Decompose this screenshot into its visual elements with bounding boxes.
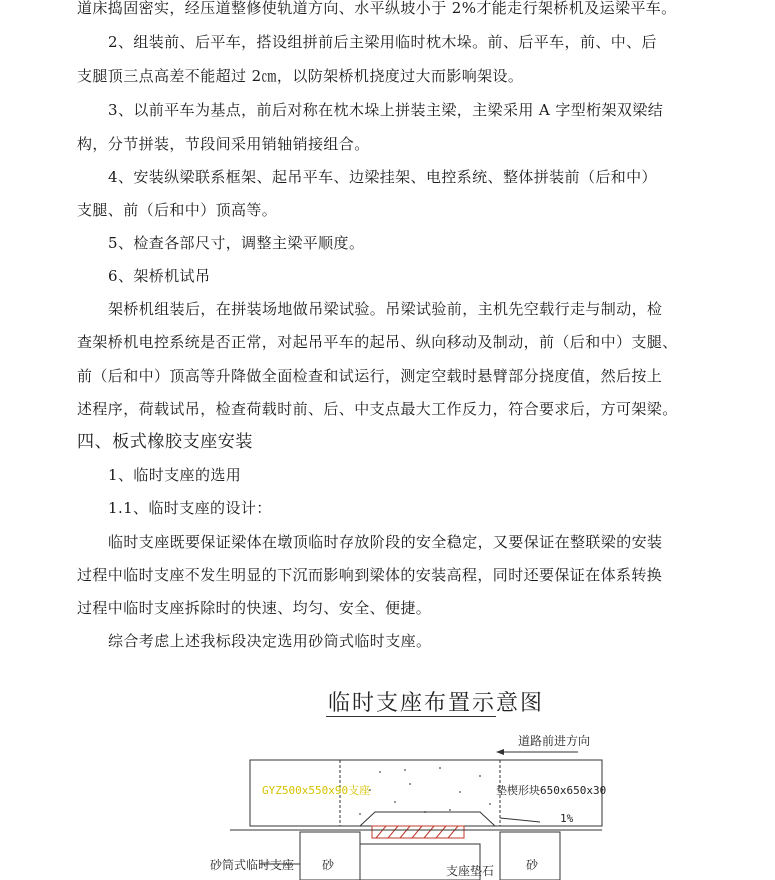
bearing-label: GYZ500x550x90支座 [262, 784, 371, 797]
paragraph-line: 2、组装前、后平车，搭设组拼前后主梁用临时枕木垛。前、后平车，前、中、后 [108, 33, 657, 51]
figure-title: 临时支座布置示意图 [328, 691, 545, 716]
wedge-label: 垫楔形块650x650x30 [496, 784, 607, 797]
paragraph-line: 支腿、前（后和中）顶高等。 [77, 201, 278, 219]
paragraph-line: 综合考虑上述我标段决定选用砂筒式临时支座。 [108, 632, 432, 650]
paragraph-line: 架桥机组装后，在拼装场地做吊梁试验。吊梁试验前，主机先空载行走与制动，检 [108, 300, 663, 318]
paragraph-line: 支腿顶三点高差不能超过 2㎝，以防架桥机挠度过大而影响架设。 [77, 67, 524, 85]
paragraph-line: 1、临时支座的选用 [108, 466, 242, 484]
slope-label: 1% [560, 812, 574, 825]
temp-support-label: 砂筒式临时支座 [210, 858, 295, 872]
bearing-hatch [372, 826, 464, 838]
direction-label: 道路前进方向 [518, 734, 591, 748]
paragraph-line: 述程序，荷载试吊，检查荷载时前、后、中支点最大工作反力，符合要求后，方可架梁。 [77, 400, 678, 418]
paragraph-line: 道床捣固密实，经压道整修使轨道方向、水平纵坡小于 2%才能走行架桥机及运梁平车。 [77, 0, 677, 17]
slope-line [500, 818, 540, 822]
concrete-texture [359, 767, 491, 815]
paragraph-line: 1.1、临时支座的设计： [108, 499, 272, 517]
sand-left-label: 砂 [322, 858, 335, 872]
direction-arrow-head [496, 749, 504, 755]
sand-right-label: 砂 [526, 858, 539, 872]
paragraph-line: 构，分节拼装，节段间采用销轴销接组合。 [77, 135, 370, 153]
paragraph-line: 4、安装纵梁联系框架、起吊平车、边梁挂架、电控系统、整体拼装前（后和中） [108, 168, 657, 186]
section-heading: 四、板式橡胶支座安装 [77, 432, 253, 452]
diagram-drawing [200, 672, 620, 880]
paragraph-line: 过程中临时支座拆除时的快速、均匀、安全、便捷。 [77, 599, 432, 617]
paragraph-line: 3、以前平车为基点，前后对称在枕木垛上拼装主梁，主梁采用 A 字型桁架双梁结 [108, 101, 664, 119]
paragraph-line: 6、架桥机试吊 [108, 267, 211, 285]
temporary-support-diagram [200, 672, 620, 880]
beam-bottom [250, 812, 602, 826]
pad-label: 支座垫石 [446, 864, 495, 878]
paragraph-line: 过程中临时支座不发生明显的下沉而影响到梁体的安装高程，同时还要保证在体系转换 [77, 566, 663, 584]
paragraph-line: 查架桥机电控系统是否正常，对起吊平车的起吊、纵向移动及制动，前（后和中）支腿、 [77, 333, 678, 351]
paragraph-line: 前（后和中）顶高等升降做全面检查和试运行，测定空载时悬臂部分挠度值，然后按上 [77, 367, 663, 385]
bearing-hatch-lines [376, 826, 458, 838]
paragraph-line: 5、检查各部尺寸，调整主梁平顺度。 [108, 234, 365, 252]
paragraph-line: 临时支座既要保证梁体在墩顶临时存放阶段的安全稳定，又要保证在整联梁的安装 [108, 533, 663, 551]
